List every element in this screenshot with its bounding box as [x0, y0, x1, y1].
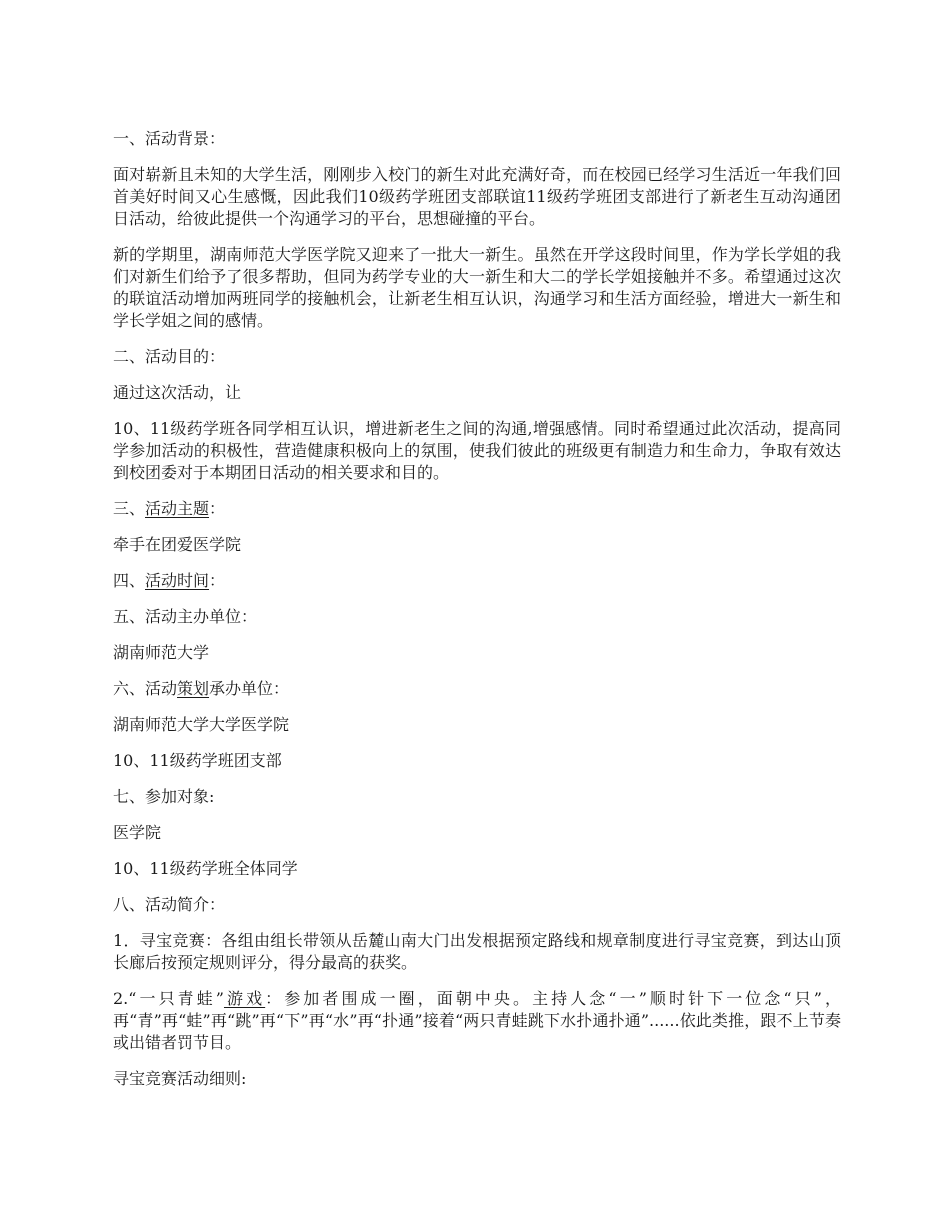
link-planning[interactable]: 策划	[177, 679, 210, 698]
section-heading-theme	[113, 498, 841, 520]
paragraph-participants-1: 医学院	[113, 823, 162, 842]
paragraph-organizer-1: 湖南师范大学大学医学院	[113, 715, 290, 734]
link-activity-theme[interactable]: 活动主题	[145, 499, 210, 518]
section-heading-host: 五、活动主办单位：	[113, 607, 258, 626]
paragraph-background-1: 面对崭新且未知的大学生活，刚刚步入校门的新生对此充满好奇，而在校园已经学习生活近一年我们回首美好时间又心生感慨，因此我们10级药学班团支部联谊11级药学班团支部进行了新老生互动沟通团日活动，给彼此提供一个沟通学习的平台，思想碰撞的平台。	[113, 165, 841, 228]
section-heading-participants: 七、参加对象:	[113, 787, 215, 806]
section-heading-background: 一、活动背景：	[113, 129, 226, 148]
intro-2-prefix: 2.“一只青蛙”	[113, 989, 224, 1008]
heading-suffix: ：	[209, 571, 226, 590]
paragraph-intro-3: 寻宝竞赛活动细则:	[113, 1069, 247, 1088]
section-heading-time	[113, 570, 841, 592]
section-heading-intro: 八、活动简介：	[113, 895, 226, 914]
paragraph-host: 湖南师范大学	[113, 643, 210, 662]
heading-suffix: ：	[209, 499, 226, 518]
paragraph-organizer-2: 10、11级药学班团支部	[113, 751, 282, 770]
heading-suffix: 承办单位：	[209, 679, 290, 698]
paragraph-intro-1: 1．寻宝竞赛：各组由组长带领从岳麓山南大门出发根据预定路线和规章制度进行寻宝竞赛，到达山顶长廊后按预定规则评分，得分最高的获奖。	[113, 931, 841, 972]
paragraph-purpose-1: 通过这次活动，让	[113, 383, 242, 402]
paragraph-background-2: 新的学期里，湖南师范大学医学院又迎来了一批大一新生。虽然在开学这段时间里，作为学长学姐的我们对新生们给予了很多帮助，但同为药学专业的大一新生和大二的学长学姐接触并不多。希望通过这次的联谊活动增加两班同学的接触机会，让新老生相互认识，沟通学习和生活方面经验，增进大一新生和学长学姐之间的感情。	[113, 245, 841, 330]
link-game[interactable]: 游戏	[223, 989, 266, 1008]
document-page	[113, 128, 841, 1104]
heading-prefix: 六、活动	[113, 679, 178, 698]
paragraph-theme: 牵手在团爱医学院	[113, 535, 242, 554]
paragraph-purpose-2: 10、11级药学班各同学相互认识，增进新老生之间的沟通,增强感情。同时希望通过此次活动，提高同学参加活动的积极性，营造健康积极向上的氛围，使我们彼此的班级更有制造力和生命力，争取有效达到校团委对于本期团日活动的相关要求和目的。	[113, 419, 841, 482]
heading-prefix: 四、	[113, 571, 146, 590]
section-heading-purpose: 二、活动目的：	[113, 347, 226, 366]
section-heading-organizer	[113, 678, 841, 700]
intro-2-suffix: ：参加者围成一圈，面朝中央。主持人念“一”顺时针下一位念“只”，再“青”再“蛙”再“跳”再“下”再“水”再“扑通”接着“两只青蛙跳下水扑通扑通”......依此类推，跟不上节奏或出错者罚节目。	[113, 989, 841, 1052]
paragraph-intro-2	[113, 988, 841, 1054]
heading-prefix: 三、	[113, 499, 146, 518]
paragraph-participants-2: 10、11级药学班全体同学	[113, 859, 298, 878]
link-activity-time[interactable]: 活动时间	[145, 571, 210, 590]
